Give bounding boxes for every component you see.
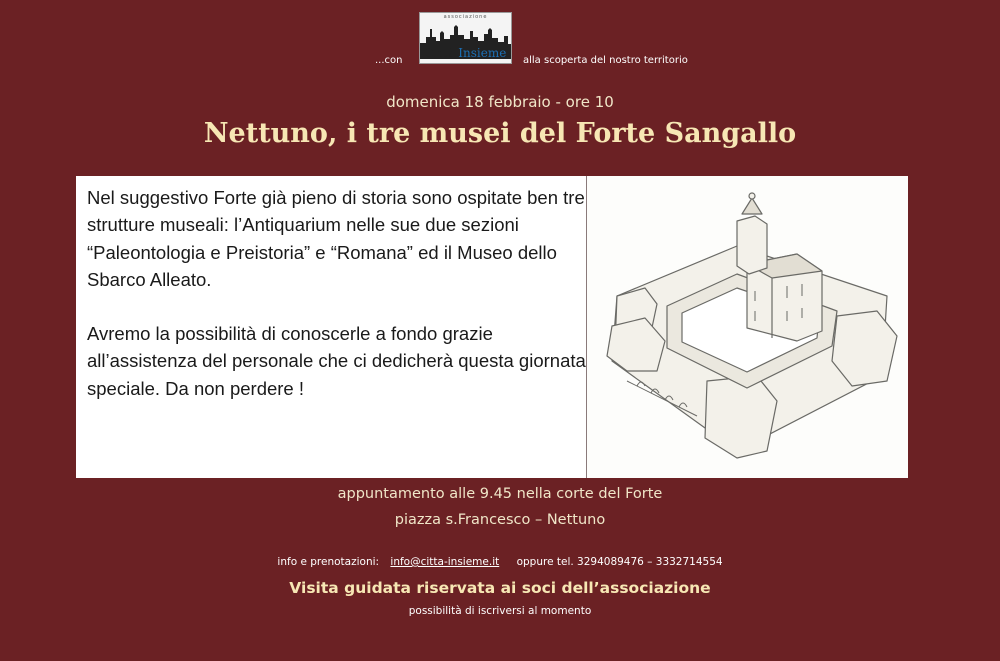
- logo-name-part2: Insieme: [458, 46, 507, 60]
- event-date: domenica 18 febbraio - ore 10: [386, 93, 614, 111]
- description-panel: [76, 176, 586, 478]
- citta-insieme-logo: [419, 12, 512, 64]
- description-paragraph-1: Nel suggestivo Forte già pieno di storia sono ospitate ben tre strutture museali: l’Antiquarium nelle sue due sezioni “Paleontologia e Preistoria” e “Romana” ed il Museo dello Sbarco Alleato.: [87, 187, 585, 290]
- logo-caption: associazione: [443, 14, 488, 20]
- contact-line: [0, 556, 1000, 568]
- fort-illustration: [587, 176, 908, 478]
- meeting-place: piazza s.Francesco – Nettuno: [394, 512, 606, 528]
- contact-phones: oppure tel. 3294089476 – 3332714554: [516, 556, 723, 568]
- content-box: [76, 176, 908, 478]
- event-title: Nettuno, i tre musei del Forte Sangallo: [203, 118, 797, 149]
- description-paragraph-2: Avremo la possibilità di conoscerle a fondo grazie all’assistenza del personale che ci dedicherà questa giornata speciale. Da non perdere !: [87, 323, 586, 399]
- logo-name: [420, 46, 511, 60]
- contact-label: info e prenotazioni:: [277, 556, 380, 568]
- registration-note: possibilità di iscriversi al momento: [408, 605, 592, 617]
- fort-sangallo-drawing: [587, 176, 908, 478]
- header-tagline: alla scoperta del nostro territorio: [523, 55, 688, 66]
- contact-email-link[interactable]: info@citta-insieme.it: [390, 556, 500, 568]
- guided-visit-note: Visita guidata riservata ai soci dell’associazione: [289, 579, 711, 597]
- meeting-time: appuntamento alle 9.45 nella corte del Forte: [337, 486, 663, 502]
- header-prefix: ...con: [375, 55, 403, 66]
- logo-name-part1: Città: [424, 46, 459, 60]
- header: [0, 12, 1000, 72]
